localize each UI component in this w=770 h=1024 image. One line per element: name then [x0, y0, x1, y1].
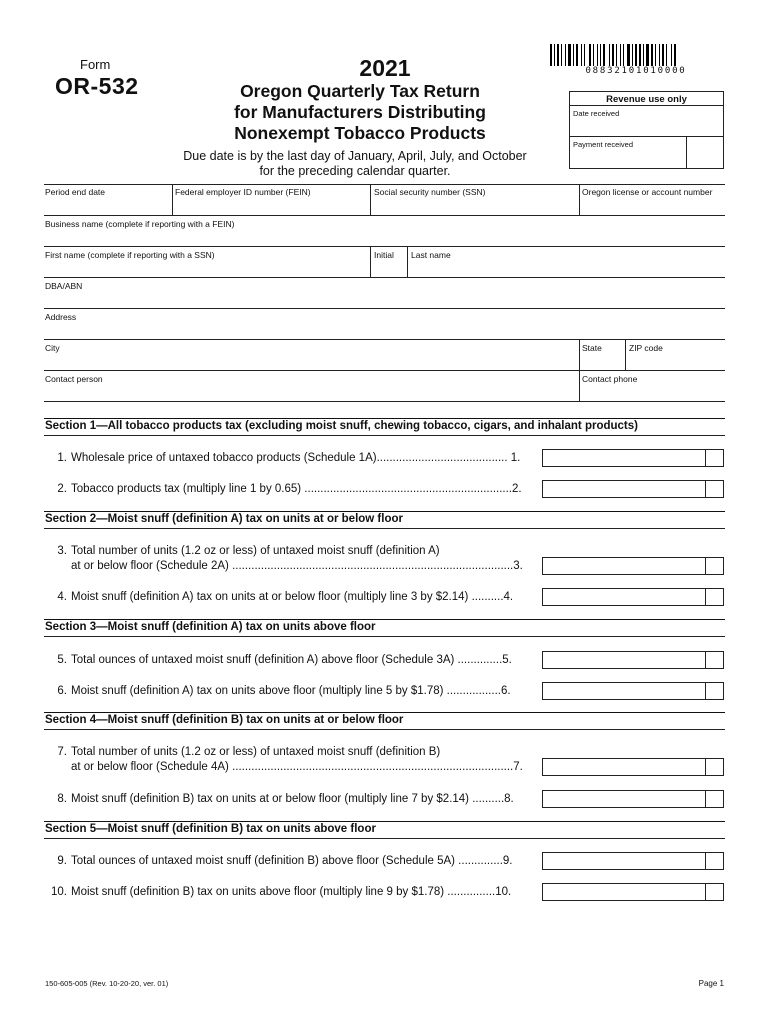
revenue-use-box: [569, 91, 724, 169]
initial-field[interactable]: Initial: [374, 250, 394, 260]
line-3: [45, 544, 523, 574]
line-9-amount-box[interactable]: [542, 852, 724, 870]
line-2-text: Tobacco products tax (multiply line 1 by 0.65) .................................................................2.: [71, 483, 522, 495]
contact-person-field[interactable]: Contact person: [45, 374, 103, 384]
line-6-amount-box[interactable]: [542, 682, 724, 700]
line-1-text: Wholesale price of untaxed tobacco products (Schedule 1A)......................................... 1.: [71, 452, 521, 464]
ssn-field[interactable]: Social security number (SSN): [374, 187, 486, 197]
line-10-number: 10.: [51, 886, 67, 898]
line-5: [45, 653, 512, 668]
form-revision: 150-605-005 (Rev. 10-20-20, ver. 01): [45, 979, 169, 988]
line-4-text: Moist snuff (definition A) tax on units at or below floor (multiply line 3 by $2.14) ..........4.: [71, 591, 514, 603]
tax-year: 2021: [359, 55, 411, 81]
line-5-text: Total ounces of untaxed moist snuff (definition A) above floor (Schedule 3A) ..............5.: [71, 654, 512, 666]
oregon-license-field[interactable]: Oregon license or account number: [582, 187, 713, 197]
contact-phone-field[interactable]: Contact phone: [582, 374, 638, 384]
line-7-amount-box[interactable]: [542, 758, 724, 776]
period-end-date-field[interactable]: Period end date: [45, 187, 106, 197]
line-3-text-continued: at or below floor (Schedule 2A) ........................................................................................3.: [71, 560, 523, 572]
line-9: [45, 854, 513, 869]
line-1-number: 1.: [57, 452, 67, 464]
section-3-heading: Section 3—Moist snuff (definition A) tax on units above floor: [45, 621, 376, 633]
form-number: OR-532: [55, 73, 139, 99]
line-1-amount-box[interactable]: [542, 449, 724, 467]
line-6-number: 6.: [57, 685, 67, 697]
line-7: [45, 745, 523, 775]
due-date-line-1: Due date is by the last day of January, April, July, and October: [183, 149, 527, 163]
dba-abn-field[interactable]: DBA/ABN: [45, 281, 83, 291]
line-5-number: 5.: [57, 654, 67, 666]
form-title-line-1: Oregon Quarterly Tax Return: [240, 81, 480, 101]
date-received-label: Date received: [573, 109, 620, 118]
line-2-number: 2.: [57, 483, 67, 495]
line-6: [45, 684, 511, 699]
section-2-heading: Section 2—Moist snuff (definition A) tax on units at or below floor: [45, 513, 403, 525]
line-1: [45, 451, 520, 466]
line-10-text: Moist snuff (definition B) tax on units above floor (multiply line 9 by $1.78) ...............10.: [71, 886, 512, 898]
line-6-text: Moist snuff (definition A) tax on units above floor (multiply line 5 by $1.78) .................6.: [71, 685, 511, 697]
revenue-use-title: Revenue use only: [606, 94, 687, 105]
zip-code-field[interactable]: ZIP code: [629, 343, 663, 353]
line-7-number: 7.: [57, 746, 67, 758]
line-10: [45, 885, 511, 900]
line-8-text: Moist snuff (definition B) tax on units at or below floor (multiply line 7 by $2.14) ..........8.: [71, 793, 514, 805]
line-9-text: Total ounces of untaxed moist snuff (definition B) above floor (Schedule 5A) ..............9.: [71, 855, 513, 867]
line-2-amount-box[interactable]: [542, 480, 724, 498]
last-name-field[interactable]: Last name: [411, 250, 451, 260]
address-field[interactable]: Address: [45, 312, 77, 322]
section-4-heading: Section 4—Moist snuff (definition B) tax on units at or below floor: [45, 714, 404, 726]
fein-field[interactable]: Federal employer ID number (FEIN): [175, 187, 311, 197]
line-3-text: Total number of units (1.2 oz or less) of untaxed moist snuff (definition A): [71, 545, 440, 557]
business-name-field[interactable]: Business name (complete if reporting with a FEIN): [45, 219, 235, 229]
line-4-amount-box[interactable]: [542, 588, 724, 606]
section-5-heading: Section 5—Moist snuff (definition B) tax on units above floor: [45, 823, 376, 835]
payment-received-label: Payment received: [573, 140, 634, 149]
form-label: Form: [80, 57, 111, 72]
line-3-amount-box[interactable]: [542, 557, 724, 575]
line-5-amount-box[interactable]: [542, 651, 724, 669]
line-8-number: 8.: [57, 793, 67, 805]
line-8: [45, 792, 514, 807]
due-date-line-2: for the preceding calendar quarter.: [259, 164, 451, 178]
city-field[interactable]: City: [45, 343, 60, 353]
form-title-line-2: for Manufacturers Distributing: [234, 102, 486, 122]
line-4-number: 4.: [57, 591, 67, 603]
line-2: [45, 482, 522, 497]
line-7-text: Total number of units (1.2 oz or less) of untaxed moist snuff (definition B): [71, 746, 441, 758]
line-9-number: 9.: [57, 855, 67, 867]
barcode-number: 08832101010000: [585, 66, 687, 76]
line-4: [45, 590, 513, 605]
barcode: [550, 44, 722, 66]
first-name-field[interactable]: First name (complete if reporting with a SSN): [45, 250, 215, 260]
line-10-amount-box[interactable]: [542, 883, 724, 901]
line-7-text-continued: at or below floor (Schedule 4A) ........................................................................................7.: [71, 761, 523, 773]
state-field[interactable]: State: [582, 343, 602, 353]
form-title-line-3: Nonexempt Tobacco Products: [234, 123, 486, 143]
line-3-number: 3.: [57, 545, 67, 557]
page-number: Page 1: [698, 979, 724, 988]
line-8-amount-box[interactable]: [542, 790, 724, 808]
section-1-heading: Section 1—All tobacco products tax (excluding moist snuff, chewing tobacco, cigars, and inhalant products): [45, 420, 638, 432]
